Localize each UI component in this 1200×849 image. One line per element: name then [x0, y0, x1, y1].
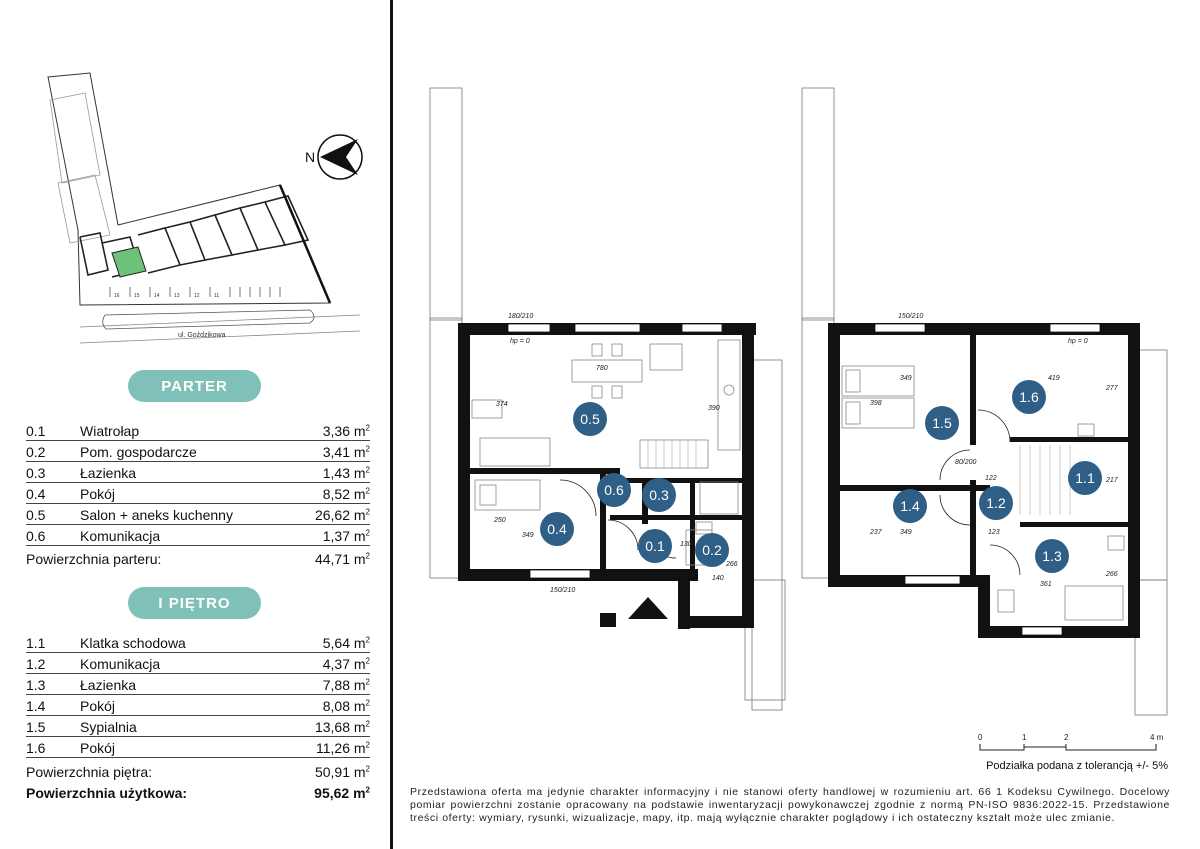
dimension-label: 180/210 — [508, 313, 534, 320]
room-number: 0.3 — [26, 465, 46, 481]
dimension-label: 349 — [900, 375, 912, 382]
scale-tick-label: 0 — [978, 733, 983, 742]
room-label-1.3 — [1035, 539, 1069, 573]
first-floor-plan — [802, 88, 1167, 715]
room-label-1.5 — [925, 406, 959, 440]
unit-superscript: 2 — [365, 656, 370, 666]
room-number: 1.2 — [26, 656, 46, 672]
table-row — [26, 462, 370, 483]
room-area: 8,08 m — [322, 698, 366, 714]
unit-superscript: 2 — [365, 785, 370, 795]
room-area: 3,41 m — [322, 444, 366, 460]
room-label-1.4 — [893, 489, 927, 523]
scale-tick-label: 4 m — [1150, 733, 1164, 742]
dimension-label: 140 — [712, 575, 724, 582]
room-label-0.6 — [597, 473, 631, 507]
usable-total — [26, 785, 370, 801]
svg-text:1.6: 1.6 — [1019, 389, 1039, 405]
total-label: Powierzchnia piętra: — [26, 764, 153, 780]
table-row — [26, 737, 370, 758]
room-number: 0.1 — [26, 423, 46, 439]
dimension-label: 374 — [496, 401, 508, 408]
pietro-total — [26, 764, 370, 780]
unit-superscript: 2 — [365, 423, 370, 433]
svg-text:0.5: 0.5 — [580, 411, 600, 427]
dimension-label: 122 — [985, 475, 997, 482]
room-label-1.2 — [979, 486, 1013, 520]
room-area: 13,68 m — [314, 719, 366, 735]
svg-text:0.2: 0.2 — [702, 542, 722, 558]
room-area: 7,88 m — [322, 677, 366, 693]
room-area: 1,37 m — [322, 528, 366, 544]
dimension-label: 277 — [1106, 385, 1118, 392]
table-row — [26, 695, 370, 716]
room-number: 0.2 — [26, 444, 46, 460]
svg-text:1.1: 1.1 — [1075, 470, 1095, 486]
unit-superscript: 2 — [365, 719, 370, 729]
room-name: Pokój — [80, 486, 116, 502]
room-area: 8,52 m — [322, 486, 366, 502]
svg-text:0.4: 0.4 — [547, 521, 567, 537]
room-area: 5,64 m — [322, 635, 366, 651]
svg-text:1.4: 1.4 — [900, 498, 920, 514]
room-area: 11,26 m — [316, 740, 366, 756]
room-area: 1,43 m — [322, 465, 366, 481]
unit-superscript: 2 — [365, 677, 370, 687]
room-number: 1.4 — [26, 698, 46, 714]
parter-heading: PARTER — [128, 370, 261, 402]
parking-number: 14 — [154, 293, 160, 299]
pietro-room-table — [26, 632, 370, 758]
svg-text:0.3: 0.3 — [649, 487, 669, 503]
dimension-label: 123 — [988, 529, 1000, 536]
total-value: 50,91 m — [314, 764, 366, 780]
dimension-label: 390 — [708, 405, 720, 412]
room-label-1.6 — [1012, 380, 1046, 414]
site-plot-outline — [48, 73, 330, 305]
total-label: Powierzchnia parteru: — [26, 551, 162, 567]
room-name: Sypialnia — [80, 719, 137, 735]
table-row — [26, 716, 370, 737]
room-number: 1.5 — [26, 719, 46, 735]
room-number: 0.6 — [26, 528, 46, 544]
room-label-1.1 — [1068, 461, 1102, 495]
scale-bar — [948, 730, 1170, 780]
room-name: Łazienka — [80, 677, 137, 693]
room-label-0.4 — [540, 512, 574, 546]
table-row — [26, 441, 370, 462]
dimension-label: 266 — [726, 561, 738, 568]
room-name: Salon + aneks kuchenny — [80, 507, 233, 523]
room-name: Pom. gospodarcze — [80, 444, 197, 460]
pietro-heading: I PIĘTRO — [128, 587, 261, 619]
room-name: Klatka schodowa — [80, 635, 186, 651]
table-row — [26, 525, 370, 546]
unit-superscript: 2 — [365, 764, 370, 774]
svg-text:1.3: 1.3 — [1042, 548, 1062, 564]
unit-superscript: 2 — [365, 740, 370, 750]
unit-superscript: 2 — [365, 528, 370, 538]
total-label: Powierzchnia użytkowa: — [26, 785, 188, 801]
dimension-label: 266 — [1106, 571, 1118, 578]
parking-number: 15 — [134, 293, 140, 299]
unit-superscript: 2 — [365, 551, 370, 561]
unit-superscript: 2 — [365, 635, 370, 645]
scale-note: Podziałka podana z tolerancją +/- 5% — [986, 760, 1168, 772]
room-label-0.1 — [638, 529, 672, 563]
dimension-label: 349 — [900, 529, 912, 536]
svg-text:0.1: 0.1 — [645, 538, 665, 554]
floor-plans — [400, 60, 1200, 780]
dimension-label: 80/200 — [955, 459, 977, 466]
total-value: 95,62 m — [314, 785, 366, 801]
room-area: 26,62 m — [314, 507, 366, 523]
room-number: 0.5 — [26, 507, 46, 523]
table-row — [26, 674, 370, 695]
scale-tick-label: 2 — [1064, 733, 1069, 742]
disclaimer-text: Przedstawiona oferta ma jedynie charakter informacyjny i nie stanowi oferty handlowej w rozumieniu art. 66 1 Kodeksu Cywilnego. Docelowy pomiar powierzchni zostanie opracowany na podstawie inwentaryzacji powykonawczej zgodnie z normą PN-ISO 9836:2022-15. Przedstawione treści oferty: wymiary, rysunki, wizualizacje, mapy, itp. mają wyłącznie charakter poglądowy i ich ostateczny kształt może ulec zmianie. — [410, 786, 1170, 824]
unit-superscript: 2 — [365, 698, 370, 708]
dimension-label: hp = 0 — [510, 338, 530, 345]
table-row — [26, 653, 370, 674]
dimension-label: 237 — [870, 529, 882, 536]
parking-number: 12 — [194, 293, 200, 299]
dimension-label: 150/210 — [898, 313, 924, 320]
unit-superscript: 2 — [365, 444, 370, 454]
table-row — [26, 420, 370, 441]
parking-number: 11 — [214, 293, 220, 299]
room-number: 1.6 — [26, 740, 46, 756]
site-plan — [40, 65, 370, 350]
dimension-label: 150/210 — [550, 587, 576, 594]
north-label: N — [305, 149, 316, 165]
room-label-0.3 — [642, 478, 676, 512]
dimension-label: 419 — [1048, 375, 1060, 382]
panel-divider — [390, 0, 393, 849]
parking-number: 16 — [114, 293, 120, 299]
entrance-arrow-icon — [628, 597, 668, 619]
svg-text:1.5: 1.5 — [932, 415, 952, 431]
dimension-label: 130 — [680, 541, 692, 548]
total-value: 44,71 m — [314, 551, 366, 567]
table-row — [26, 632, 370, 653]
dimension-label: 361 — [1040, 581, 1052, 588]
room-name: Pokój — [80, 698, 116, 714]
dimension-label: 780 — [596, 365, 608, 372]
dimension-label: 349 — [522, 532, 534, 539]
street-name: ul. Goździkowa — [178, 332, 226, 339]
room-area: 3,36 m — [322, 423, 366, 439]
table-row — [26, 504, 370, 525]
parter-total — [26, 551, 370, 567]
room-number: 0.4 — [26, 486, 46, 502]
scale-tick-label: 1 — [1022, 733, 1027, 742]
room-name: Komunikacja — [80, 528, 161, 544]
room-name: Pokój — [80, 740, 116, 756]
room-label-0.2 — [695, 533, 729, 567]
dimension-label: 398 — [870, 400, 882, 407]
highlighted-unit — [112, 247, 146, 277]
room-label-0.5 — [573, 402, 607, 436]
parter-room-table — [26, 420, 370, 546]
room-number: 1.3 — [26, 677, 46, 693]
room-number: 1.1 — [26, 635, 46, 651]
unit-superscript: 2 — [365, 486, 370, 496]
table-row — [26, 483, 370, 504]
left-panel — [0, 0, 390, 849]
ground-floor-plan — [430, 88, 785, 710]
svg-text:1.2: 1.2 — [986, 495, 1006, 511]
room-name: Komunikacja — [80, 656, 161, 672]
unit-superscript: 2 — [365, 507, 370, 517]
unit-superscript: 2 — [365, 465, 370, 475]
room-name: Wiatrołap — [80, 423, 140, 439]
dimension-label: 217 — [1106, 477, 1118, 484]
dimension-label: hp = 0 — [1068, 338, 1088, 345]
room-name: Łazienka — [80, 465, 137, 481]
room-area: 4,37 m — [322, 656, 366, 672]
svg-text:0.6: 0.6 — [604, 482, 624, 498]
parking-number: 13 — [174, 293, 180, 299]
dimension-label: 250 — [494, 517, 506, 524]
